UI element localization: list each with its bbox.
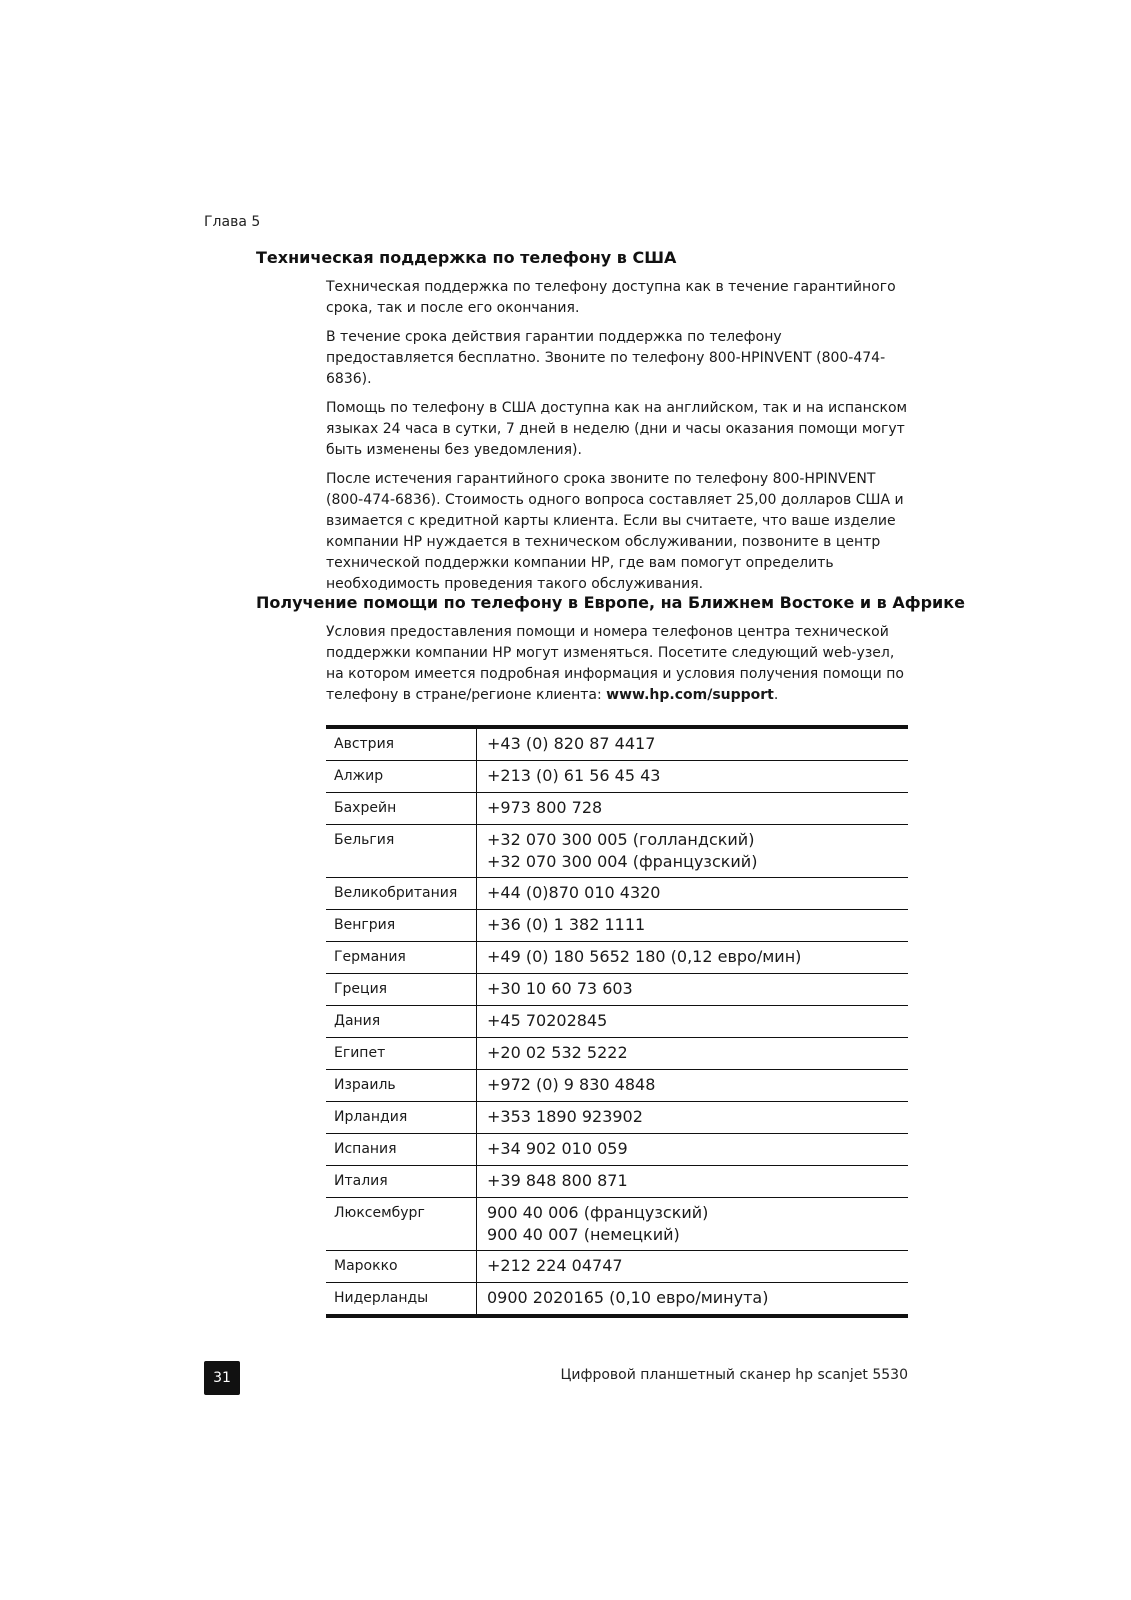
phone-number: +20 02 532 5222 bbox=[487, 1043, 628, 1062]
phone-table bbox=[326, 725, 908, 1318]
paragraph bbox=[326, 622, 908, 706]
intro-text: Условия предоставления помощи и номера телефонов центра технической поддержки компании HP могут изменяться. Посетите следующий web-узел, на котором имеется подробная информация и условия получения помощи по телефону в стране/регионе клиента: bbox=[326, 624, 904, 703]
country-cell: Австрия bbox=[326, 729, 477, 760]
country-cell: Нидерланды bbox=[326, 1283, 477, 1314]
phone-number: +36 (0) 1 382 1111 bbox=[487, 915, 646, 934]
footer-product-name: Цифровой планшетный сканер hp scanjet 5530 bbox=[560, 1367, 908, 1383]
table-row bbox=[326, 942, 908, 974]
table-row bbox=[326, 1102, 908, 1134]
phone-number: +32 070 300 005 (голландский) bbox=[487, 830, 755, 849]
phone-number-cell bbox=[477, 1006, 908, 1037]
page-number: 31 bbox=[204, 1361, 240, 1395]
phone-number-cell bbox=[477, 910, 908, 941]
phone-number: +353 1890 923902 bbox=[487, 1107, 643, 1126]
phone-number: +32 070 300 004 (французский) bbox=[487, 852, 758, 871]
phone-number: 0900 2020165 (0,10 евро/минута) bbox=[487, 1288, 769, 1307]
table-row bbox=[326, 825, 908, 878]
table-row bbox=[326, 761, 908, 793]
phone-number-cell bbox=[477, 1070, 908, 1101]
phone-number: +45 70202845 bbox=[487, 1011, 608, 1030]
phone-number: +39 848 800 871 bbox=[487, 1171, 628, 1190]
phone-number: +34 902 010 059 bbox=[487, 1139, 628, 1158]
paragraph: После истечения гарантийного срока звоните по телефону 800-HPINVENT (800-474-6836). Стоимость одного вопроса составляет 25,00 долларов США и взимается с кредитной карты клиента. Если вы считаете, что ваше изделие компании HP нуждается в техническом обслуживании, позвоните в центр технической поддержки компании HP, где вам помогут определить необходимость проведения такого обслуживания. bbox=[326, 471, 904, 592]
table-row bbox=[326, 878, 908, 910]
paragraph: Техническая поддержка по телефону доступна как в течение гарантийного срока, так и после его окончания. bbox=[326, 279, 896, 316]
section-title-europe-support: Получение помощи по телефону в Европе, на Ближнем Востоке и в Африке bbox=[256, 593, 965, 612]
table-row bbox=[326, 1070, 908, 1102]
table-row bbox=[326, 793, 908, 825]
table-row bbox=[326, 974, 908, 1006]
phone-number: +30 10 60 73 603 bbox=[487, 979, 633, 998]
table-row bbox=[326, 910, 908, 942]
table-row bbox=[326, 1006, 908, 1038]
country-cell: Марокко bbox=[326, 1251, 477, 1282]
country-cell: Италия bbox=[326, 1166, 477, 1197]
phone-number-cell bbox=[477, 1283, 908, 1314]
country-cell: Великобритания bbox=[326, 878, 477, 909]
country-cell: Дания bbox=[326, 1006, 477, 1037]
table-row bbox=[326, 1251, 908, 1283]
table-row bbox=[326, 1283, 908, 1314]
paragraph: Помощь по телефону в США доступна как на английском, так и на испанском языках 24 часа в сутки, 7 дней в неделю (дни и часы оказания помощи могут быть изменены без уведомления). bbox=[326, 400, 908, 458]
country-cell: Алжир bbox=[326, 761, 477, 792]
chapter-label: Глава 5 bbox=[204, 214, 261, 230]
country-cell: Испания bbox=[326, 1134, 477, 1165]
phone-number-cell bbox=[477, 1251, 908, 1282]
phone-number-cell bbox=[477, 761, 908, 792]
phone-number: 900 40 007 (немецкий) bbox=[487, 1225, 680, 1244]
phone-number: +49 (0) 180 5652 180 (0,12 евро/мин) bbox=[487, 947, 802, 966]
phone-number: +973 800 728 bbox=[487, 798, 603, 817]
country-cell: Бахрейн bbox=[326, 793, 477, 824]
phone-number-cell bbox=[477, 1038, 908, 1069]
country-cell: Ирландия bbox=[326, 1102, 477, 1133]
phone-number: +43 (0) 820 87 4417 bbox=[487, 734, 656, 753]
table-row bbox=[326, 1198, 908, 1251]
country-cell: Венгрия bbox=[326, 910, 477, 941]
country-cell: Израиль bbox=[326, 1070, 477, 1101]
country-cell: Бельгия bbox=[326, 825, 477, 877]
phone-number-cell bbox=[477, 1134, 908, 1165]
table-row bbox=[326, 1134, 908, 1166]
country-cell: Германия bbox=[326, 942, 477, 973]
section-title-us-support: Техническая поддержка по телефону в США bbox=[256, 248, 677, 267]
phone-number-cell bbox=[477, 1166, 908, 1197]
phone-number: +972 (0) 9 830 4848 bbox=[487, 1075, 656, 1094]
phone-number: +212 224 04747 bbox=[487, 1256, 623, 1275]
phone-number: 900 40 006 (французский) bbox=[487, 1203, 709, 1222]
table-row bbox=[326, 1038, 908, 1070]
table-row bbox=[326, 1166, 908, 1198]
phone-number-cell bbox=[477, 878, 908, 909]
support-url-link[interactable]: www.hp.com/support bbox=[606, 687, 774, 703]
intro-end: . bbox=[773, 687, 779, 703]
country-cell: Люксембург bbox=[326, 1198, 477, 1250]
phone-number-cell bbox=[477, 1198, 908, 1250]
phone-number-cell bbox=[477, 825, 908, 877]
country-cell: Египет bbox=[326, 1038, 477, 1069]
phone-number: +213 (0) 61 56 45 43 bbox=[487, 766, 661, 785]
phone-number-cell bbox=[477, 974, 908, 1005]
phone-number-cell bbox=[477, 729, 908, 760]
country-cell: Греция bbox=[326, 974, 477, 1005]
europe-support-text bbox=[326, 622, 908, 714]
paragraph: В течение срока действия гарантии поддержка по телефону предоставляется бесплатно. Звоните по телефону 800-HPINVENT (800-474-6836). bbox=[326, 329, 886, 387]
phone-number-cell bbox=[477, 793, 908, 824]
us-support-text bbox=[326, 277, 908, 603]
phone-number-cell bbox=[477, 942, 908, 973]
phone-number-cell bbox=[477, 1102, 908, 1133]
table-row bbox=[326, 729, 908, 761]
phone-number: +44 (0)870 010 4320 bbox=[487, 883, 661, 902]
